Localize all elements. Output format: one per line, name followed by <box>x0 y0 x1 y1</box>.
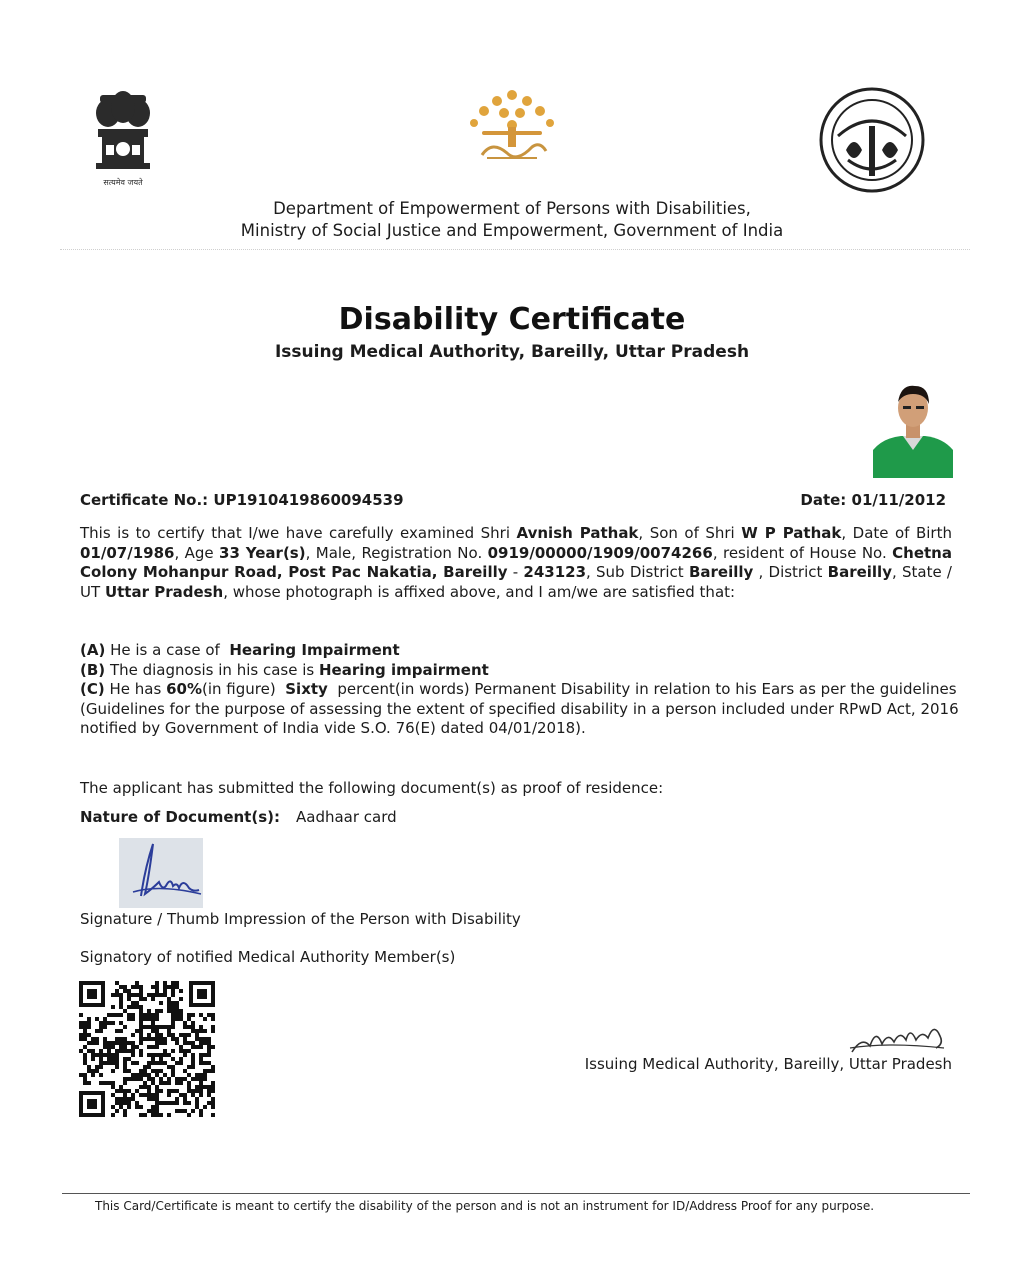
finding-c <box>80 680 957 700</box>
district: Bareilly <box>827 563 892 581</box>
document-nature-label: Nature of Document(s): <box>80 808 280 826</box>
text: The diagnosis in his case is <box>109 660 315 679</box>
text: (in figure) <box>202 680 276 698</box>
document-nature-value: Aadhaar card <box>296 808 397 826</box>
department-line-2: Ministry of Social Justice and Empowerment, Government of India <box>240 221 784 240</box>
text: , resident of House No. <box>712 543 887 562</box>
disability-percent: 60% <box>166 680 202 698</box>
finding-a <box>80 641 952 661</box>
text: He has <box>109 680 162 698</box>
text: , Age <box>174 543 214 562</box>
age: 33 Year(s) <box>219 543 306 562</box>
applicant-signature <box>119 838 203 908</box>
authority-signature <box>848 1018 948 1058</box>
text: , State / UT <box>80 563 952 601</box>
uttar-pradesh-seal-logo <box>818 86 926 194</box>
text: - <box>507 563 519 581</box>
certificate-date-label: Date: <box>800 491 847 509</box>
text: , Date of Birth <box>841 524 952 542</box>
residence-intro: The applicant has submitted the following document(s) as proof of residence: <box>80 779 664 797</box>
department-line-1: Department of Empowerment of Persons with Disabilities, <box>273 199 751 218</box>
state: Uttar Pradesh <box>104 582 224 601</box>
address: Chetna Colony Mohanpur Road, Post Pac Nakatia, Bareilly <box>80 543 952 581</box>
finding-c-line2: (Guidelines for the purpose of assessing the extent of specified disability in a person included under RPwD Act, 2016 <box>80 699 959 718</box>
certification-paragraph <box>80 524 952 602</box>
certificate-title: Disability Certificate <box>338 302 686 337</box>
national-emblem-logo <box>88 85 158 190</box>
registration-number: 0919/00000/1909/0074266 <box>487 543 713 562</box>
footer-disclaimer: This Card/Certificate is meant to certify the disability of the person and is not an instrument for ID/Address Proof for any purpose. <box>95 1199 875 1213</box>
text: This is to certify that I/we have carefully examined Shri <box>80 524 510 542</box>
swavlamban-logo <box>462 85 562 170</box>
text: , Sub District <box>586 563 684 581</box>
findings-section <box>80 641 959 739</box>
footer-divider <box>62 1193 970 1194</box>
disability-percent-words: Sixty <box>285 680 328 698</box>
qr-code <box>79 981 215 1117</box>
finding-b-label: (B) <box>80 660 106 679</box>
diagnosis: Hearing impairment <box>318 660 489 679</box>
certificate-number <box>80 491 404 509</box>
issuing-authority: Issuing Medical Authority, Bareilly, Uttar Pradesh <box>584 1055 952 1073</box>
person-name: Avnish Pathak <box>516 524 639 542</box>
signature-caption: Signature / Thumb Impression of the Person with Disability <box>80 910 521 928</box>
header-divider <box>60 249 970 250</box>
date-of-birth: 01/07/1986 <box>80 543 175 562</box>
certificate-number-label: Certificate No.: <box>80 491 209 509</box>
finding-c-line3: notified by Government of India vide S.O. 76(E) dated 04/01/2018). <box>80 719 586 737</box>
finding-a-label: (A) <box>80 641 106 659</box>
text: , Son of Shri <box>638 524 735 542</box>
document-nature <box>80 808 397 826</box>
text: , District <box>758 563 823 581</box>
text: , whose photograph is affixed above, and I am/we are satisfied that: <box>223 582 736 601</box>
emblem-motto: सत्यमेव जयते <box>103 178 143 187</box>
certificate-date-value: 01/11/2012 <box>851 491 946 509</box>
signatory-caption: Signatory of notified Medical Authority Member(s) <box>80 948 456 966</box>
text: , Male, Registration No. <box>305 543 483 562</box>
text: percent(in words) Permanent Disability in relation to his Ears as per the guidelines <box>337 680 957 698</box>
certificate-date <box>800 491 946 509</box>
certificate-number-value: UP1910419860094539 <box>213 491 404 509</box>
text: He is a case of <box>110 641 220 659</box>
pin-code: 243123 <box>523 563 587 581</box>
father-name: W P Pathak <box>741 524 842 542</box>
applicant-photo <box>873 378 953 478</box>
issuing-authority-subtitle: Issuing Medical Authority, Bareilly, Uttar Pradesh <box>274 342 750 362</box>
finding-b <box>80 661 952 681</box>
finding-c-label: (C) <box>80 680 105 698</box>
disability-type: Hearing Impairment <box>229 641 400 659</box>
sub-district: Bareilly <box>688 563 754 581</box>
